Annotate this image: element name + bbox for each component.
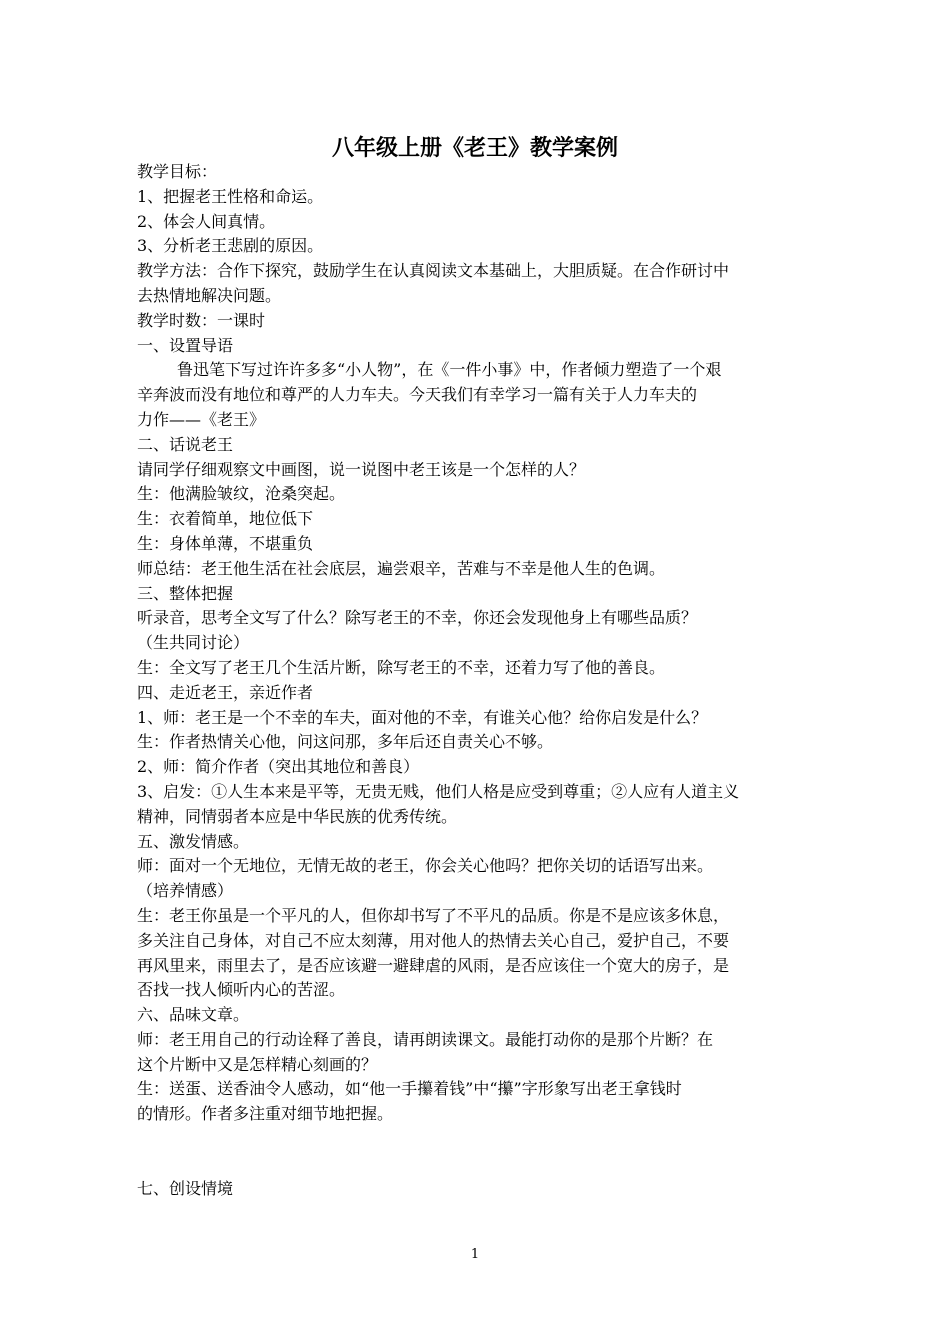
blank-space [137,1127,817,1177]
text-line: 生：全文写了老王几个生活片断，除写老王的不幸，还着力写了他的善良。 [137,657,666,677]
text-line: 生：衣着简单，地位低下 [137,509,314,529]
section-heading: 一、设置导语 [137,335,234,355]
text-line: 教学时数：一课时 [137,310,266,330]
text-line: 鲁迅笔下写过许许多多“小人物”，在《一件小事》中，作者倾力塑造了一个艰 [177,360,722,380]
text-line: 2、体会人间真情。 [137,211,276,231]
text-line: 3、启发：①人生本来是平等，无贵无贱，他们人格是应受到尊重；②人应有人道主义 [137,781,740,801]
text-line: （培养情感） [137,881,234,901]
text-line: 师总结：老王他生活在社会底层，遍尝艰辛，苦难与不幸是他人生的色调。 [137,558,666,578]
text-line: 请同学仔细观察文中画图，说一说图中老王该是一个怎样的人？ [137,459,586,479]
text-line: 1、师：老王是一个不幸的车夫，面对他的不幸，有谁关心他？给你启发是什么？ [137,707,708,727]
text-line: 力作——《老王》 [137,409,266,429]
document-title: 八年级上册《老王》教学案例 [331,135,618,161]
text-line: 生：身体单薄，不堪重负 [137,533,314,553]
section-heading: 六、品味文章。 [137,1005,250,1025]
section-heading: 五、激发情感。 [137,831,250,851]
text-line: 教学方法：合作下探究，鼓励学生在认真阅读文本基础上，大胆质疑。在合作研讨中 [137,261,730,281]
section-heading: 七、创设情境 [137,1178,234,1198]
text-line: 生：作者热情关心他，问这问那，多年后还自责关心不够。 [137,732,554,752]
text-line: （生共同讨论） [137,633,250,653]
text-line: 精神，同情弱者本应是中华民族的优秀传统。 [137,806,458,826]
text-line: 生：他满脸皱纹，沧桑突起。 [137,484,346,504]
text-line: 的情形。作者多注重对细节地把握。 [137,1104,394,1124]
text-line: 多关注自己身体，对自己不应太刻薄，用对他人的热情去关心自己，爱护自己，不要 [137,930,730,950]
text-line: 生：送蛋、送香油令人感动，如“他一手攥着钱”中“攥”字形象写出老王拿钱时 [137,1079,682,1099]
section-heading: 三、整体把握 [137,583,234,603]
text-line: 去热情地解决问题。 [137,285,282,305]
text-line: 2、师：简介作者（突出其地位和善良） [137,757,420,777]
text-line: 再风里来，雨里去了，是否应该避一避肆虐的风雨，是否应该住一个宽大的房子，是 [137,955,730,975]
text-line: 生：老王你虽是一个平凡的人，但你却书写了不平凡的品质。你是不是应该多休息， [137,905,730,925]
text-line: 3、分析老王悲剧的原因。 [137,236,324,256]
document-body [137,160,817,1201]
text-line: 听录音，思考全文写了什么？除写老王的不幸，你还会发现他身上有哪些品质？ [137,608,698,628]
text-line: 师：老王用自己的行动诠释了善良，请再朗读课文。最能打动你的是那个片断？在 [137,1029,714,1049]
text-line: 师：面对一个无地位，无情无故的老王，你会关心他吗？把你关切的话语写出来。 [137,856,714,876]
section-heading: 二、话说老王 [137,434,234,454]
text-line: 1、把握老王性格和命运。 [137,186,324,206]
text-line: 否找一找人倾听内心的苦涩。 [137,980,346,1000]
text-line: 教学目标： [137,162,218,181]
text-line: 这个片断中又是怎样精心刻画的？ [137,1054,378,1074]
text-line: 辛奔波而没有地位和尊严的人力车夫。今天我们有幸学习一篇有关于人力车夫的 [137,385,698,405]
page-number: 1 [470,1247,480,1262]
section-heading: 四、走近老王，亲近作者 [137,682,314,702]
